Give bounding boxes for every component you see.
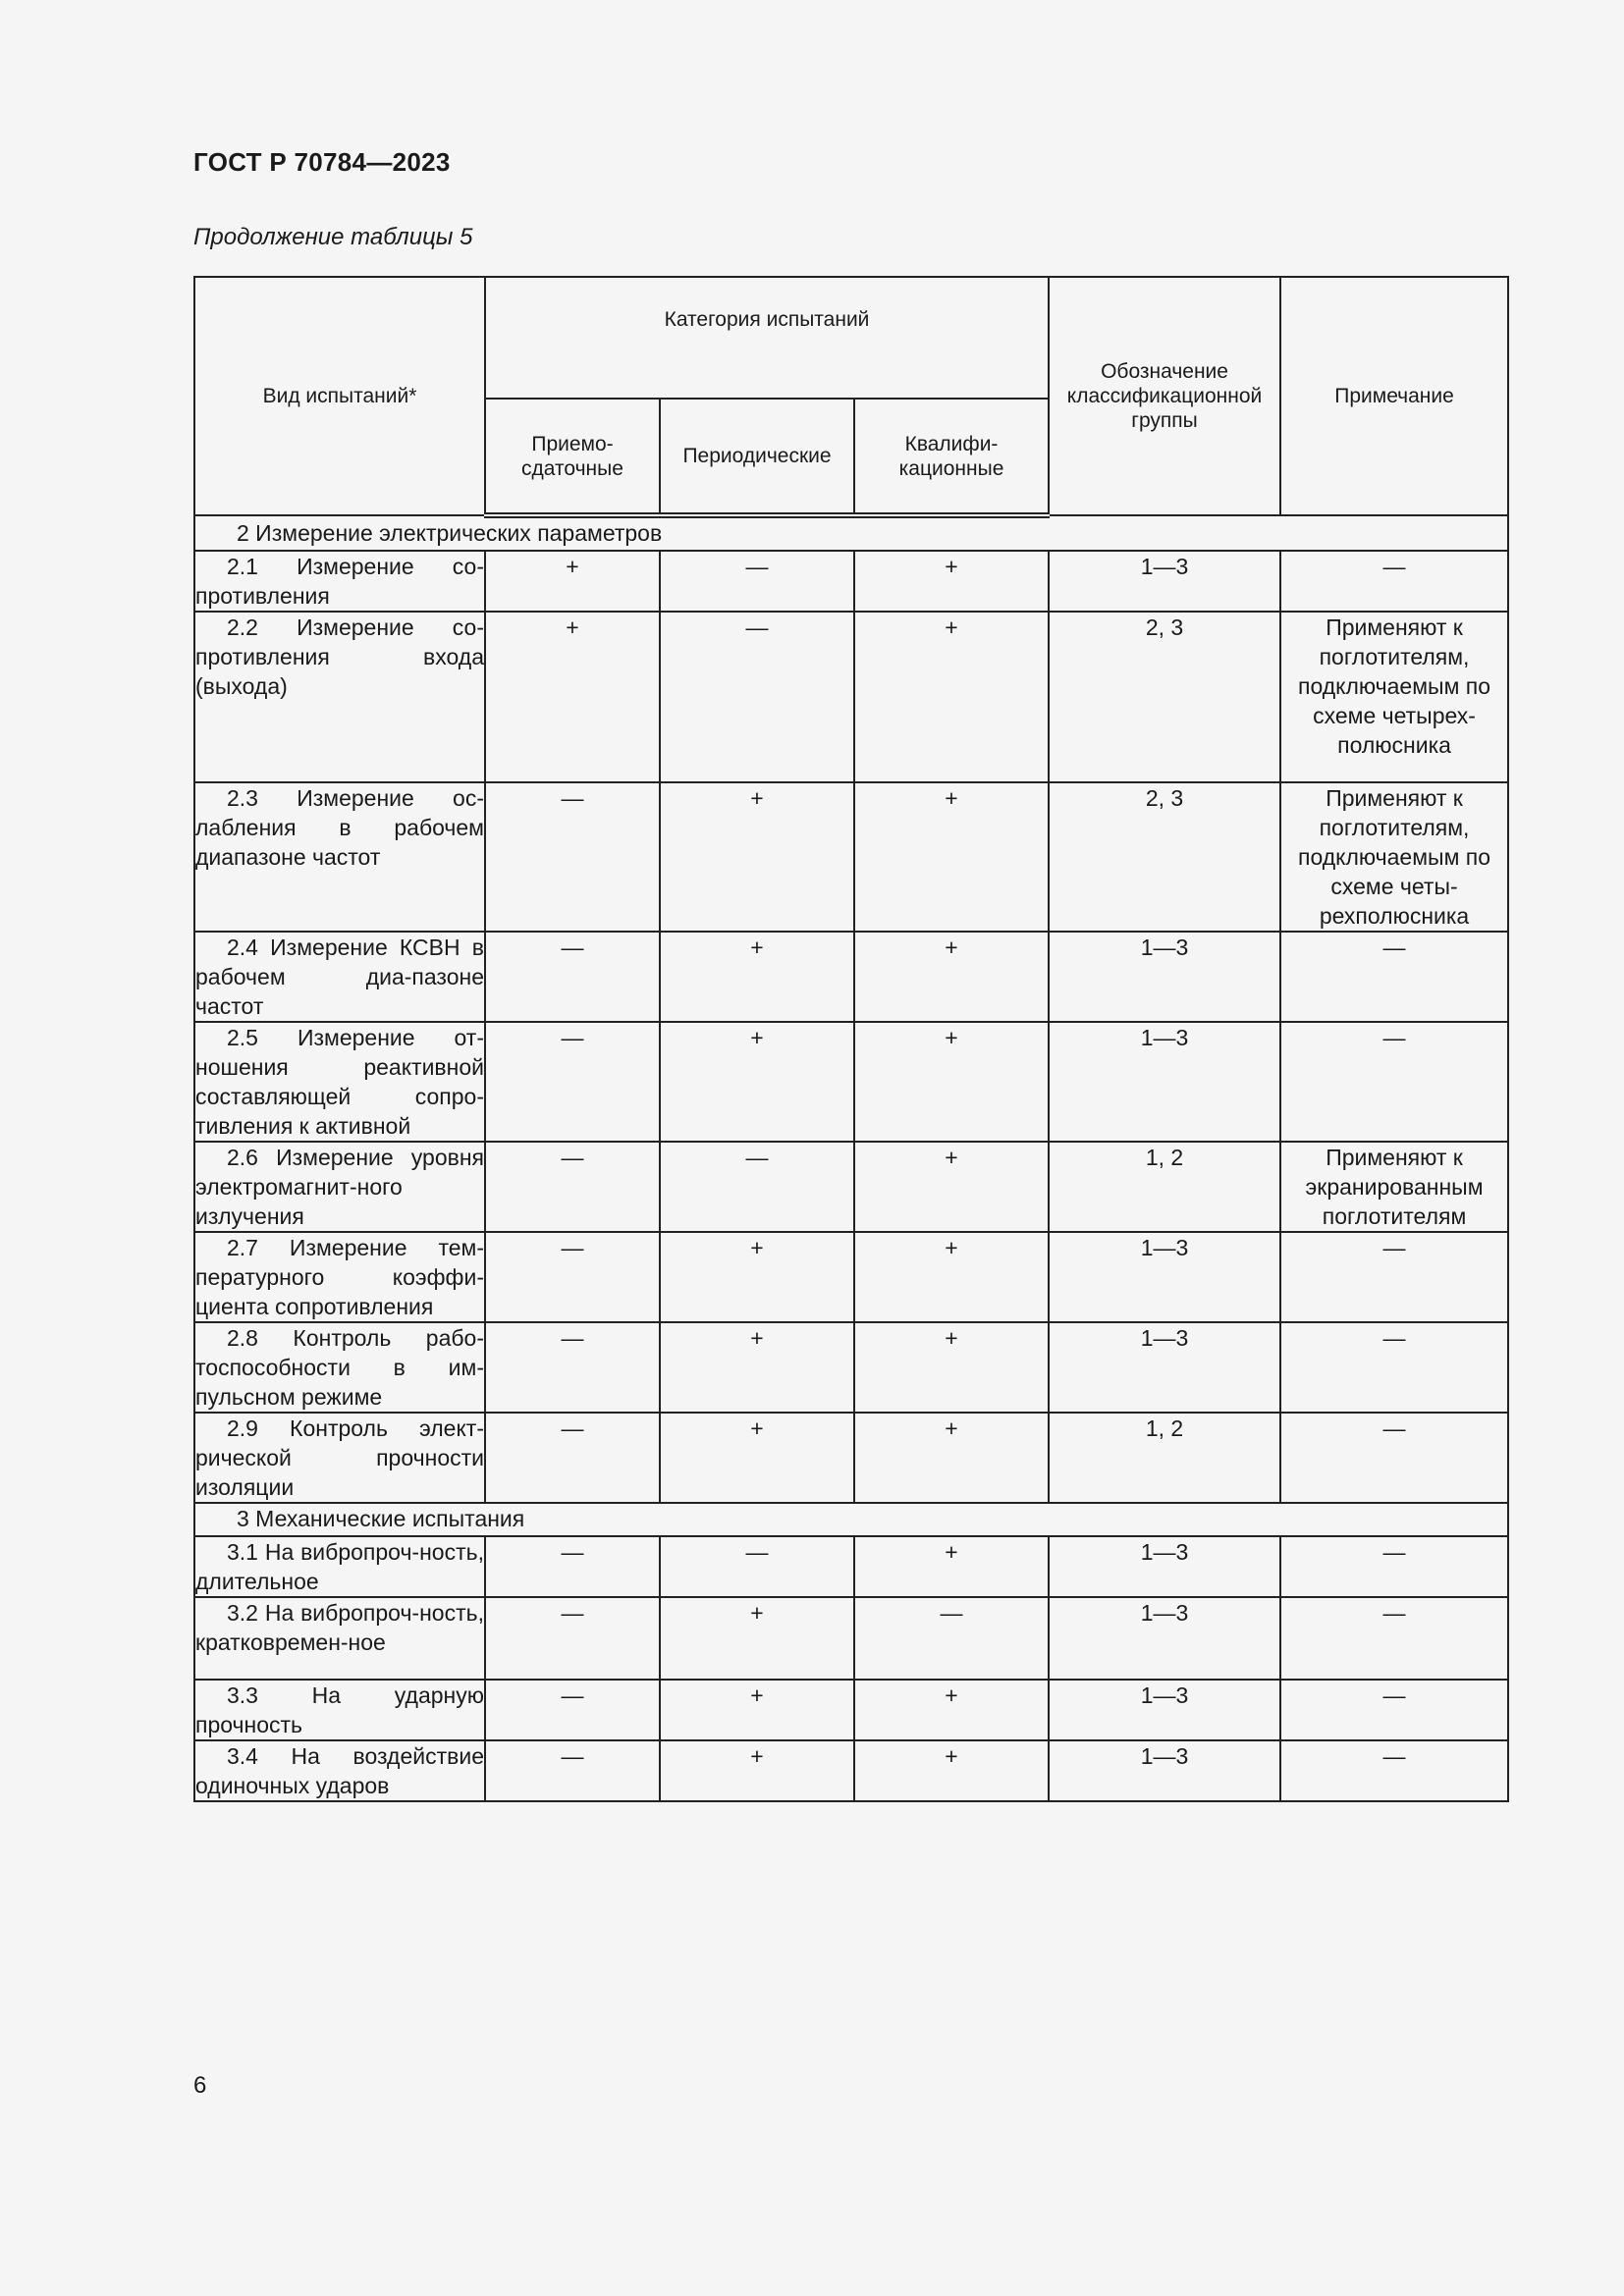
table-body <box>194 515 1508 1801</box>
acceptance-cell: — <box>485 1597 660 1680</box>
section-title: 2 Измерение электрических параметров <box>237 520 663 546</box>
classification-group-cell: 1—3 <box>1049 551 1280 612</box>
header-category-group: Категория испытаний <box>485 277 1049 399</box>
periodic-cell: + <box>660 932 854 1022</box>
note-cell: — <box>1280 551 1508 612</box>
test-table <box>193 276 1509 1802</box>
test-name: 2.6 Измерение уровня электромагнит-ного излучения <box>195 1145 484 1229</box>
header-note: Примечание <box>1280 277 1508 515</box>
classification-group-cell: 1—3 <box>1049 1740 1280 1801</box>
periodic-cell: + <box>660 1022 854 1142</box>
periodic-cell: + <box>660 1680 854 1740</box>
table-row <box>194 1536 1508 1597</box>
periodic-cell: + <box>660 782 854 932</box>
table-row <box>194 1232 1508 1322</box>
periodic-cell: — <box>660 551 854 612</box>
periodic-cell: — <box>660 1536 854 1597</box>
acceptance-cell: — <box>485 1680 660 1740</box>
acceptance-cell: — <box>485 1740 660 1801</box>
test-name: 2.3 Измерение ос-лабления в рабочем диапазоне частот <box>195 785 484 870</box>
classification-group-cell: 1, 2 <box>1049 1413 1280 1503</box>
header-qualification: Квалифи- кационные <box>854 399 1049 515</box>
classification-group-cell: 1—3 <box>1049 1232 1280 1322</box>
test-name-cell <box>194 1740 485 1801</box>
acceptance-cell: — <box>485 1232 660 1322</box>
section-row <box>194 1503 1508 1536</box>
table-row <box>194 551 1508 612</box>
page-number: 6 <box>193 2072 207 2099</box>
test-name-cell <box>194 1413 485 1503</box>
acceptance-cell: — <box>485 782 660 932</box>
qualification-cell: + <box>854 551 1049 612</box>
test-name-cell <box>194 1142 485 1232</box>
note-cell: — <box>1280 1597 1508 1680</box>
qualification-cell: + <box>854 1022 1049 1142</box>
periodic-cell: + <box>660 1322 854 1413</box>
header-acceptance: Приемо- сдаточные <box>485 399 660 515</box>
table-row <box>194 782 1508 932</box>
qualification-cell: + <box>854 1322 1049 1413</box>
table-row <box>194 1022 1508 1142</box>
test-name-cell <box>194 1022 485 1142</box>
test-name: 2.9 Контроль элект-рической прочности изоляции <box>195 1415 484 1500</box>
table-row <box>194 1413 1508 1503</box>
qualification-cell: + <box>854 1536 1049 1597</box>
table-row <box>194 612 1508 782</box>
test-name-cell <box>194 932 485 1022</box>
qualification-cell: + <box>854 1232 1049 1322</box>
acceptance-cell: — <box>485 1413 660 1503</box>
qualification-cell: + <box>854 1680 1049 1740</box>
qualification-cell: + <box>854 612 1049 782</box>
note-cell: — <box>1280 1740 1508 1801</box>
qualification-cell: + <box>854 1413 1049 1503</box>
periodic-cell: + <box>660 1413 854 1503</box>
acceptance-cell: — <box>485 1142 660 1232</box>
acceptance-cell: — <box>485 1322 660 1413</box>
acceptance-cell: — <box>485 932 660 1022</box>
test-name-cell <box>194 612 485 782</box>
classification-group-cell: 1—3 <box>1049 1022 1280 1142</box>
periodic-cell: — <box>660 1142 854 1232</box>
periodic-cell: + <box>660 1740 854 1801</box>
test-name: 2.7 Измерение тем-пературного коэффи-циента сопротивления <box>195 1235 484 1319</box>
test-name: 2.5 Измерение от-ношения реактивной составляющей сопро-тивления к активной <box>195 1025 484 1139</box>
qualification-cell: + <box>854 932 1049 1022</box>
test-name: 3.4 На воздействие одиночных ударов <box>195 1743 484 1798</box>
note-cell: Применяют к экранированным поглотителям <box>1280 1142 1508 1232</box>
acceptance-cell: + <box>485 551 660 612</box>
table-row <box>194 932 1508 1022</box>
section-row <box>194 515 1508 551</box>
classification-group-cell: 1—3 <box>1049 1597 1280 1680</box>
acceptance-cell: — <box>485 1536 660 1597</box>
table-row <box>194 1597 1508 1680</box>
test-name-cell <box>194 1597 485 1680</box>
test-name-cell <box>194 1680 485 1740</box>
test-name: 2.8 Контроль рабо-тоспособности в им-пульсном режиме <box>195 1325 484 1410</box>
header-classification: Обозначение классификационной группы <box>1049 277 1280 515</box>
note-cell: — <box>1280 1413 1508 1503</box>
test-name-cell <box>194 782 485 932</box>
table-caption: Продолжение таблицы 5 <box>193 224 473 250</box>
qualification-cell: + <box>854 782 1049 932</box>
test-name: 3.1 На вибропроч-ность, длительное <box>195 1539 484 1594</box>
classification-group-cell: 1—3 <box>1049 1680 1280 1740</box>
table-row <box>194 1680 1508 1740</box>
test-name: 3.2 На вибропроч-ность, кратковремен-ное <box>195 1600 484 1655</box>
periodic-cell: + <box>660 1232 854 1322</box>
test-name: 3.3 На ударную прочность <box>195 1682 484 1737</box>
table-row <box>194 1740 1508 1801</box>
table-row <box>194 1322 1508 1413</box>
test-name-cell <box>194 1536 485 1597</box>
classification-group-cell: 2, 3 <box>1049 782 1280 932</box>
classification-group-cell: 1, 2 <box>1049 1142 1280 1232</box>
classification-group-cell: 1—3 <box>1049 932 1280 1022</box>
header-test-type: Вид испытаний* <box>194 277 485 515</box>
table-row <box>194 1142 1508 1232</box>
classification-group-cell: 1—3 <box>1049 1536 1280 1597</box>
qualification-cell: + <box>854 1740 1049 1801</box>
qualification-cell: — <box>854 1597 1049 1680</box>
test-name-cell <box>194 1232 485 1322</box>
note-cell: — <box>1280 1536 1508 1597</box>
note-cell: — <box>1280 1232 1508 1322</box>
periodic-cell: — <box>660 612 854 782</box>
header-periodic: Периодические <box>660 399 854 515</box>
section-title: 3 Механические испытания <box>237 1506 525 1531</box>
note-cell: Применяют к поглотителям, подключаемым по схеме четы-рехполюсника <box>1280 782 1508 932</box>
note-cell: — <box>1280 932 1508 1022</box>
test-name: 2.2 Измерение со-противления входа (выхода) <box>195 614 484 699</box>
qualification-cell: + <box>854 1142 1049 1232</box>
acceptance-cell: + <box>485 612 660 782</box>
note-cell: Применяют к поглотителям, подключаемым по схеме четырех-полюсника <box>1280 612 1508 782</box>
document-header: ГОСТ Р 70784—2023 <box>193 147 451 177</box>
periodic-cell: + <box>660 1597 854 1680</box>
test-name: 2.1 Измерение со-противления <box>195 554 484 609</box>
note-cell: — <box>1280 1680 1508 1740</box>
acceptance-cell: — <box>485 1022 660 1142</box>
note-cell: — <box>1280 1022 1508 1142</box>
classification-group-cell: 2, 3 <box>1049 612 1280 782</box>
test-name-cell <box>194 1322 485 1413</box>
note-cell: — <box>1280 1322 1508 1413</box>
classification-group-cell: 1—3 <box>1049 1322 1280 1413</box>
test-name: 2.4 Измерение КСВН в рабочем диа-пазоне частот <box>195 934 484 1019</box>
test-name-cell <box>194 551 485 612</box>
